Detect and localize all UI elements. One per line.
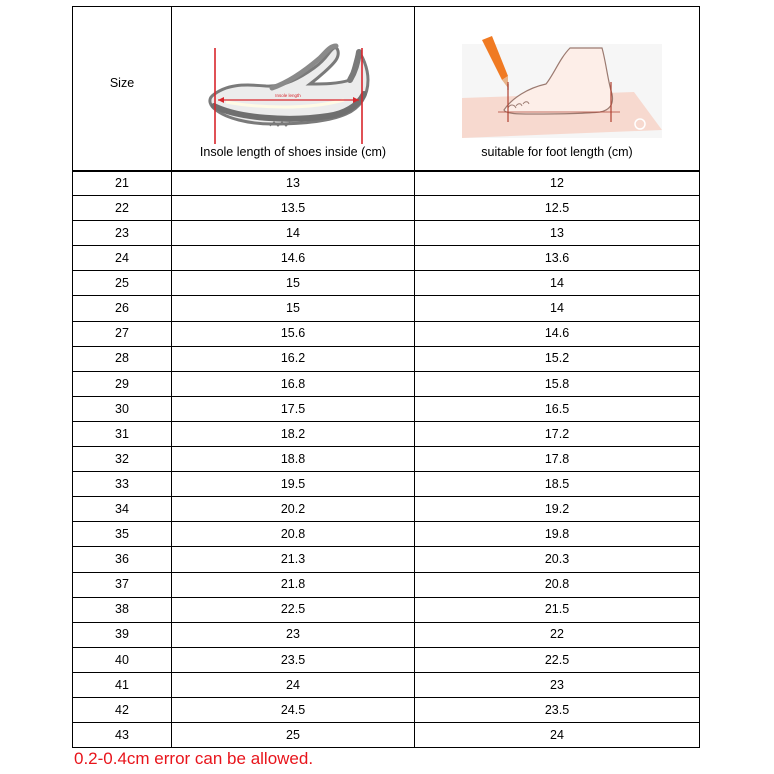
table-row [73, 171, 700, 196]
header-size: Size [73, 7, 172, 171]
foot-length-cell: 12 [415, 171, 700, 196]
insole-length-cell: 21.3 [172, 547, 415, 572]
insole-length-cell: 23 [172, 622, 415, 647]
insole-length-cell: 20.8 [172, 522, 415, 547]
size-cell: 37 [73, 572, 172, 597]
size-cell: 40 [73, 647, 172, 672]
header-insole-label: Insole length of shoes inside (cm) [199, 145, 387, 159]
size-cell: 22 [73, 196, 172, 221]
header-foot-length [415, 7, 700, 171]
insole-length-cell: 14 [172, 221, 415, 246]
insole-length-cell: 13 [172, 171, 415, 196]
size-chart-table [72, 6, 700, 748]
insole-length-cell: 15.6 [172, 321, 415, 346]
size-cell: 32 [73, 447, 172, 472]
insole-length-cell: 20.2 [172, 497, 415, 522]
table-row [73, 497, 700, 522]
table-row [73, 697, 700, 722]
size-cell: 42 [73, 697, 172, 722]
table-row [73, 572, 700, 597]
insole-length-cell: 18.2 [172, 421, 415, 446]
foot-length-cell: 14 [415, 296, 700, 321]
insole-figure-caption: Insole length [275, 93, 301, 98]
insole-length-cell: 19.5 [172, 472, 415, 497]
foot-length-cell: 17.8 [415, 447, 700, 472]
insole-length-cell: 15 [172, 271, 415, 296]
foot-length-cell: 15.8 [415, 371, 700, 396]
insole-length-cell: 21.8 [172, 572, 415, 597]
foot-length-cell: 23 [415, 672, 700, 697]
size-cell: 30 [73, 396, 172, 421]
table-row [73, 396, 700, 421]
foot-length-cell: 20.3 [415, 547, 700, 572]
foot-length-cell: 12.5 [415, 196, 700, 221]
foot-length-cell: 21.5 [415, 597, 700, 622]
foot-length-cell: 19.2 [415, 497, 700, 522]
header-insole-length [172, 7, 415, 171]
insole-length-cell: 14.6 [172, 246, 415, 271]
table-row [73, 647, 700, 672]
table-row [73, 622, 700, 647]
table-row [73, 246, 700, 271]
foot-length-cell: 13.6 [415, 246, 700, 271]
table-row [73, 221, 700, 246]
size-cell: 26 [73, 296, 172, 321]
table-row [73, 522, 700, 547]
insole-length-cell: 17.5 [172, 396, 415, 421]
insole-length-cell: 15 [172, 296, 415, 321]
size-cell: 38 [73, 597, 172, 622]
insole-length-cell: 25 [172, 723, 415, 748]
foot-length-cell: 22 [415, 622, 700, 647]
size-cell: 27 [73, 321, 172, 346]
foot-length-cell: 17.2 [415, 421, 700, 446]
foot-length-cell: 24 [415, 723, 700, 748]
size-cell: 39 [73, 622, 172, 647]
foot-length-cell: 13 [415, 221, 700, 246]
shoe-cross-section-icon [178, 18, 408, 144]
size-cell: 24 [73, 246, 172, 271]
error-tolerance-note: 0.2-0.4cm error can be allowed. [74, 749, 314, 768]
size-cell: 41 [73, 672, 172, 697]
foot-length-cell: 22.5 [415, 647, 700, 672]
foot-length-cell: 18.5 [415, 472, 700, 497]
table-row [73, 421, 700, 446]
table-row [73, 547, 700, 572]
size-cell: 43 [73, 723, 172, 748]
header-row [73, 7, 700, 171]
foot-length-cell: 23.5 [415, 697, 700, 722]
table-row [73, 447, 700, 472]
size-cell: 31 [73, 421, 172, 446]
table-row [73, 346, 700, 371]
insole-length-cell: 16.8 [172, 371, 415, 396]
foot-length-cell: 19.8 [415, 522, 700, 547]
size-cell: 36 [73, 547, 172, 572]
table-row [73, 597, 700, 622]
foot-length-cell: 16.5 [415, 396, 700, 421]
table-row [73, 296, 700, 321]
foot-measuring-icon [442, 18, 672, 144]
size-cell: 33 [73, 472, 172, 497]
foot-length-cell: 14.6 [415, 321, 700, 346]
table-row [73, 672, 700, 697]
size-cell: 29 [73, 371, 172, 396]
size-cell: 34 [73, 497, 172, 522]
size-cell: 28 [73, 346, 172, 371]
insole-length-cell: 24.5 [172, 697, 415, 722]
foot-length-cell: 15.2 [415, 346, 700, 371]
foot-length-cell: 20.8 [415, 572, 700, 597]
table-row [73, 271, 700, 296]
size-cell: 23 [73, 221, 172, 246]
insole-length-cell: 18.8 [172, 447, 415, 472]
insole-length-cell: 16.2 [172, 346, 415, 371]
insole-length-cell: 22.5 [172, 597, 415, 622]
insole-length-cell: 13.5 [172, 196, 415, 221]
size-cell: 21 [73, 171, 172, 196]
foot-length-cell: 14 [415, 271, 700, 296]
table-row [73, 472, 700, 497]
table-row [73, 196, 700, 221]
insole-length-cell: 23.5 [172, 647, 415, 672]
table-row [73, 321, 700, 346]
table-row [73, 723, 700, 748]
insole-length-cell: 24 [172, 672, 415, 697]
header-foot-label: suitable for foot length (cm) [481, 145, 633, 159]
size-cell: 25 [73, 271, 172, 296]
size-cell: 35 [73, 522, 172, 547]
size-rows [73, 171, 700, 748]
table-row [73, 371, 700, 396]
